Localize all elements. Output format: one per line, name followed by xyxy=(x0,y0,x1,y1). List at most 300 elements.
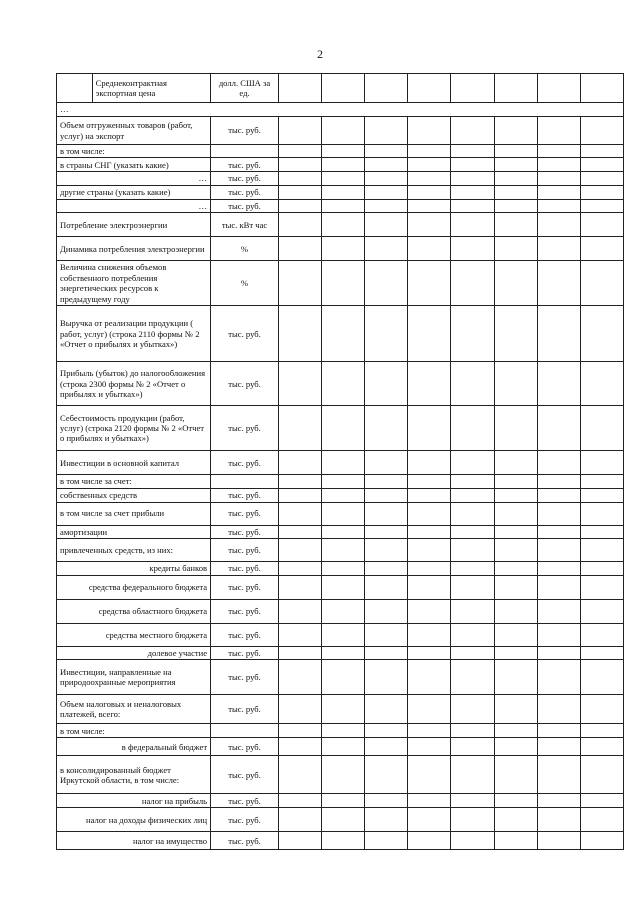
value-cell[interactable] xyxy=(537,117,580,145)
value-cell[interactable] xyxy=(580,261,623,306)
value-cell[interactable] xyxy=(451,576,494,600)
value-cell[interactable] xyxy=(494,738,537,756)
value-cell[interactable] xyxy=(278,362,321,406)
value-cell[interactable] xyxy=(365,74,408,103)
table-row xyxy=(57,660,624,695)
value-cell[interactable] xyxy=(494,832,537,850)
value-cell[interactable] xyxy=(408,600,451,624)
value-cell[interactable] xyxy=(408,185,451,199)
value-cell[interactable] xyxy=(408,362,451,406)
value-cell[interactable] xyxy=(451,213,494,237)
value-cell[interactable] xyxy=(494,724,537,738)
indicator-name: привлеченных средств, из них: xyxy=(57,539,211,562)
value-cell[interactable] xyxy=(494,562,537,576)
value-cell[interactable] xyxy=(408,158,451,172)
value-cell[interactable] xyxy=(322,74,365,103)
value-cell[interactable] xyxy=(408,237,451,261)
indicator-name: Инвестиции в основной капитал xyxy=(57,451,211,475)
value-cell[interactable] xyxy=(494,488,537,502)
table-row xyxy=(57,600,624,624)
value-cell[interactable] xyxy=(322,808,365,832)
value-cell[interactable] xyxy=(322,600,365,624)
value-cell[interactable] xyxy=(365,647,408,660)
value-cell[interactable] xyxy=(537,525,580,538)
value-cell[interactable] xyxy=(322,199,365,212)
value-cell[interactable] xyxy=(322,306,365,362)
value-cell[interactable] xyxy=(537,172,580,185)
value-cell[interactable] xyxy=(451,832,494,850)
value-cell[interactable] xyxy=(408,261,451,306)
value-cell[interactable] xyxy=(537,576,580,600)
value-cell[interactable] xyxy=(278,172,321,185)
value-cell[interactable] xyxy=(580,624,623,647)
value-cell[interactable] xyxy=(278,237,321,261)
value-cell[interactable] xyxy=(408,562,451,576)
value-cell[interactable] xyxy=(322,502,365,525)
value-cell[interactable] xyxy=(537,832,580,850)
value-cell[interactable] xyxy=(408,199,451,212)
value-cell[interactable] xyxy=(580,237,623,261)
value-cell[interactable] xyxy=(278,756,321,794)
value-cell[interactable] xyxy=(451,808,494,832)
value-cell[interactable] xyxy=(278,74,321,103)
value-cell[interactable] xyxy=(408,145,451,158)
value-cell[interactable] xyxy=(494,647,537,660)
value-cell[interactable] xyxy=(537,660,580,695)
unit-cell: тыс. руб. xyxy=(211,695,279,724)
value-cell[interactable] xyxy=(278,145,321,158)
value-cell[interactable] xyxy=(322,647,365,660)
value-cell[interactable] xyxy=(365,406,408,451)
value-cell[interactable] xyxy=(408,502,451,525)
value-cell[interactable] xyxy=(322,539,365,562)
value-cell[interactable] xyxy=(322,794,365,808)
value-cell[interactable] xyxy=(278,158,321,172)
table-row xyxy=(57,451,624,475)
indicator-name: Объем отгруженных товаров (работ, услуг) на экспорт xyxy=(57,117,211,145)
value-cell[interactable] xyxy=(365,502,408,525)
value-cell[interactable] xyxy=(322,624,365,647)
indicator-name: другие страны (указать какие) xyxy=(57,185,211,199)
value-cell[interactable] xyxy=(278,695,321,724)
value-cell[interactable] xyxy=(365,756,408,794)
value-cell[interactable] xyxy=(537,213,580,237)
value-cell[interactable] xyxy=(580,117,623,145)
value-cell[interactable] xyxy=(278,660,321,695)
value-cell[interactable] xyxy=(365,117,408,145)
value-cell[interactable] xyxy=(537,261,580,306)
value-cell[interactable] xyxy=(408,832,451,850)
value-cell[interactable] xyxy=(451,74,494,103)
value-cell[interactable] xyxy=(278,724,321,738)
value-cell[interactable] xyxy=(537,647,580,660)
value-cell[interactable] xyxy=(451,172,494,185)
value-cell[interactable] xyxy=(580,525,623,538)
value-cell[interactable] xyxy=(322,488,365,502)
value-cell[interactable] xyxy=(408,756,451,794)
value-cell[interactable] xyxy=(365,695,408,724)
value-cell[interactable] xyxy=(322,145,365,158)
value-cell[interactable] xyxy=(537,738,580,756)
value-cell[interactable] xyxy=(408,695,451,724)
value-cell[interactable] xyxy=(451,117,494,145)
value-cell[interactable] xyxy=(365,185,408,199)
value-cell[interactable] xyxy=(494,660,537,695)
unit-cell: тыс. руб. xyxy=(211,738,279,756)
value-cell[interactable] xyxy=(451,475,494,488)
value-cell[interactable] xyxy=(365,738,408,756)
value-cell[interactable] xyxy=(278,539,321,562)
indicator-name: … xyxy=(57,199,211,212)
value-cell[interactable] xyxy=(537,406,580,451)
value-cell[interactable] xyxy=(278,794,321,808)
value-cell[interactable] xyxy=(451,794,494,808)
value-cell[interactable] xyxy=(494,794,537,808)
value-cell[interactable] xyxy=(278,306,321,362)
value-cell[interactable] xyxy=(408,475,451,488)
value-cell[interactable] xyxy=(322,117,365,145)
value-cell[interactable] xyxy=(365,172,408,185)
indicator-name: долевое участие xyxy=(57,647,211,660)
value-cell[interactable] xyxy=(494,117,537,145)
value-cell[interactable] xyxy=(451,600,494,624)
value-cell[interactable] xyxy=(322,756,365,794)
value-cell[interactable] xyxy=(494,306,537,362)
value-cell[interactable] xyxy=(408,576,451,600)
indicator-table xyxy=(56,73,624,850)
unit-cell: тыс. руб. xyxy=(211,756,279,794)
value-cell[interactable] xyxy=(408,794,451,808)
value-cell[interactable] xyxy=(322,451,365,475)
value-cell[interactable] xyxy=(408,117,451,145)
indicator-name: Потребление электроэнергии xyxy=(57,213,211,237)
indicator-name: в том числе за счет: xyxy=(57,475,211,488)
value-cell[interactable] xyxy=(580,576,623,600)
unit-cell: тыс. руб. xyxy=(211,647,279,660)
value-cell[interactable] xyxy=(322,172,365,185)
unit-cell: тыс. руб. xyxy=(211,158,279,172)
value-cell[interactable] xyxy=(322,158,365,172)
value-cell[interactable] xyxy=(451,261,494,306)
value-cell[interactable] xyxy=(537,488,580,502)
value-cell[interactable] xyxy=(365,451,408,475)
unit-cell xyxy=(211,475,279,488)
value-cell[interactable] xyxy=(278,199,321,212)
value-cell[interactable] xyxy=(537,539,580,562)
value-cell[interactable] xyxy=(580,738,623,756)
value-cell[interactable] xyxy=(365,539,408,562)
table-row xyxy=(57,117,624,145)
value-cell[interactable] xyxy=(494,756,537,794)
value-cell[interactable] xyxy=(365,306,408,362)
value-cell[interactable] xyxy=(451,199,494,212)
value-cell[interactable] xyxy=(408,213,451,237)
unit-cell: тыс. руб. xyxy=(211,172,279,185)
value-cell[interactable] xyxy=(580,539,623,562)
value-cell[interactable] xyxy=(278,185,321,199)
value-cell[interactable] xyxy=(494,185,537,199)
table-row xyxy=(57,539,624,562)
value-cell[interactable] xyxy=(580,406,623,451)
value-cell[interactable] xyxy=(494,576,537,600)
table-row xyxy=(57,488,624,502)
value-cell[interactable] xyxy=(408,74,451,103)
table-row xyxy=(57,213,624,237)
value-cell[interactable] xyxy=(408,539,451,562)
value-cell[interactable] xyxy=(408,724,451,738)
value-cell[interactable] xyxy=(451,525,494,538)
value-cell[interactable] xyxy=(451,488,494,502)
value-cell[interactable] xyxy=(278,117,321,145)
table-row xyxy=(57,475,624,488)
value-cell[interactable] xyxy=(278,488,321,502)
value-cell[interactable] xyxy=(494,362,537,406)
value-cell[interactable] xyxy=(451,451,494,475)
value-cell[interactable] xyxy=(580,660,623,695)
value-cell[interactable] xyxy=(365,808,408,832)
value-cell[interactable] xyxy=(365,145,408,158)
value-cell[interactable] xyxy=(408,306,451,362)
value-cell[interactable] xyxy=(580,695,623,724)
value-cell[interactable] xyxy=(408,808,451,832)
indicator-name: кредиты банков xyxy=(57,562,211,576)
value-cell[interactable] xyxy=(537,756,580,794)
value-cell[interactable] xyxy=(494,158,537,172)
value-cell[interactable] xyxy=(494,406,537,451)
value-cell[interactable] xyxy=(365,199,408,212)
value-cell[interactable] xyxy=(451,660,494,695)
value-cell[interactable] xyxy=(408,525,451,538)
value-cell[interactable] xyxy=(580,832,623,850)
value-cell[interactable] xyxy=(494,261,537,306)
value-cell[interactable] xyxy=(537,502,580,525)
value-cell[interactable] xyxy=(537,724,580,738)
table-row xyxy=(57,185,624,199)
value-cell[interactable] xyxy=(537,362,580,406)
value-cell[interactable] xyxy=(365,576,408,600)
value-cell[interactable] xyxy=(451,406,494,451)
value-cell[interactable] xyxy=(365,600,408,624)
value-cell[interactable] xyxy=(451,158,494,172)
value-cell[interactable] xyxy=(408,624,451,647)
value-cell[interactable] xyxy=(278,647,321,660)
value-cell[interactable] xyxy=(365,158,408,172)
value-cell[interactable] xyxy=(537,475,580,488)
value-cell[interactable] xyxy=(494,237,537,261)
value-cell[interactable] xyxy=(451,502,494,525)
value-cell[interactable] xyxy=(322,213,365,237)
value-cell[interactable] xyxy=(278,502,321,525)
value-cell[interactable] xyxy=(322,261,365,306)
value-cell[interactable] xyxy=(322,738,365,756)
unit-cell: долл. США за ед. xyxy=(211,74,279,103)
value-cell[interactable] xyxy=(322,562,365,576)
value-cell[interactable] xyxy=(537,808,580,832)
value-cell[interactable] xyxy=(580,199,623,212)
value-cell[interactable] xyxy=(537,199,580,212)
value-cell[interactable] xyxy=(278,624,321,647)
value-cell[interactable] xyxy=(408,172,451,185)
value-cell[interactable] xyxy=(537,74,580,103)
value-cell[interactable] xyxy=(278,738,321,756)
table-row xyxy=(57,145,624,158)
value-cell[interactable] xyxy=(278,261,321,306)
value-cell[interactable] xyxy=(451,539,494,562)
value-cell[interactable] xyxy=(278,213,321,237)
value-cell[interactable] xyxy=(408,660,451,695)
unit-cell: тыс. руб. xyxy=(211,624,279,647)
value-cell[interactable] xyxy=(278,562,321,576)
value-cell[interactable] xyxy=(451,738,494,756)
value-cell[interactable] xyxy=(451,695,494,724)
value-cell[interactable] xyxy=(365,660,408,695)
value-cell[interactable] xyxy=(537,562,580,576)
value-cell[interactable] xyxy=(580,172,623,185)
value-cell[interactable] xyxy=(451,724,494,738)
value-cell[interactable] xyxy=(451,756,494,794)
value-cell[interactable] xyxy=(494,213,537,237)
value-cell[interactable] xyxy=(451,624,494,647)
value-cell[interactable] xyxy=(494,502,537,525)
value-cell[interactable] xyxy=(580,145,623,158)
value-cell[interactable] xyxy=(494,808,537,832)
value-cell[interactable] xyxy=(580,600,623,624)
value-cell[interactable] xyxy=(322,724,365,738)
table-row xyxy=(57,406,624,451)
value-cell[interactable] xyxy=(580,502,623,525)
value-cell[interactable] xyxy=(278,451,321,475)
value-cell[interactable] xyxy=(451,237,494,261)
indicator-name: налог на имущество xyxy=(57,832,211,850)
value-cell[interactable] xyxy=(537,695,580,724)
value-cell[interactable] xyxy=(537,600,580,624)
value-cell[interactable] xyxy=(580,74,623,103)
value-cell[interactable] xyxy=(494,451,537,475)
value-cell[interactable] xyxy=(278,576,321,600)
value-cell[interactable] xyxy=(365,488,408,502)
value-cell[interactable] xyxy=(278,832,321,850)
value-cell[interactable] xyxy=(365,724,408,738)
value-cell[interactable] xyxy=(580,362,623,406)
indicator-name: Объем налоговых и неналоговых платежей, всего: xyxy=(57,695,211,724)
value-cell[interactable] xyxy=(580,451,623,475)
value-cell[interactable] xyxy=(537,794,580,808)
value-cell[interactable] xyxy=(580,306,623,362)
value-cell[interactable] xyxy=(494,525,537,538)
value-cell[interactable] xyxy=(580,158,623,172)
value-cell[interactable] xyxy=(322,362,365,406)
value-cell[interactable] xyxy=(365,562,408,576)
value-cell[interactable] xyxy=(494,475,537,488)
value-cell[interactable] xyxy=(322,525,365,538)
value-cell[interactable] xyxy=(365,525,408,538)
value-cell[interactable] xyxy=(451,306,494,362)
value-cell[interactable] xyxy=(580,808,623,832)
value-cell[interactable] xyxy=(580,213,623,237)
value-cell[interactable] xyxy=(322,695,365,724)
value-cell[interactable] xyxy=(537,306,580,362)
value-cell[interactable] xyxy=(494,695,537,724)
value-cell[interactable] xyxy=(494,539,537,562)
value-cell[interactable] xyxy=(580,488,623,502)
table-row xyxy=(57,261,624,306)
value-cell[interactable] xyxy=(322,576,365,600)
value-cell[interactable] xyxy=(278,475,321,488)
table-row xyxy=(57,808,624,832)
value-cell[interactable] xyxy=(580,647,623,660)
indicator-name: в том числе: xyxy=(57,724,211,738)
value-cell[interactable] xyxy=(537,624,580,647)
value-cell[interactable] xyxy=(322,660,365,695)
value-cell[interactable] xyxy=(322,185,365,199)
value-cell[interactable] xyxy=(494,172,537,185)
unit-cell: тыс. руб. xyxy=(211,199,279,212)
value-cell[interactable] xyxy=(322,475,365,488)
value-cell[interactable] xyxy=(408,738,451,756)
value-cell[interactable] xyxy=(451,362,494,406)
value-cell[interactable] xyxy=(494,74,537,103)
value-cell[interactable] xyxy=(537,185,580,199)
indicator-name: в том числе за счет прибыли xyxy=(57,502,211,525)
value-cell[interactable] xyxy=(494,600,537,624)
value-cell[interactable] xyxy=(408,647,451,660)
value-cell[interactable] xyxy=(537,451,580,475)
value-cell[interactable] xyxy=(365,237,408,261)
value-cell[interactable] xyxy=(408,488,451,502)
table-row xyxy=(57,502,624,525)
value-cell[interactable] xyxy=(365,261,408,306)
value-cell[interactable] xyxy=(580,562,623,576)
table-row xyxy=(57,103,624,117)
value-cell[interactable] xyxy=(365,624,408,647)
value-cell[interactable] xyxy=(451,145,494,158)
unit-cell: тыс. руб. xyxy=(211,406,279,451)
value-cell[interactable] xyxy=(365,475,408,488)
value-cell[interactable] xyxy=(365,362,408,406)
value-cell[interactable] xyxy=(451,647,494,660)
value-cell[interactable] xyxy=(322,832,365,850)
unit-cell: тыс. руб. xyxy=(211,539,279,562)
value-cell[interactable] xyxy=(408,406,451,451)
value-cell[interactable] xyxy=(580,756,623,794)
value-cell[interactable] xyxy=(365,832,408,850)
indicator-name: в консолидированный бюджет Иркутской области, в том числе: xyxy=(57,756,211,794)
value-cell[interactable] xyxy=(278,406,321,451)
value-cell[interactable] xyxy=(494,145,537,158)
value-cell[interactable] xyxy=(278,600,321,624)
unit-cell xyxy=(211,724,279,738)
value-cell[interactable] xyxy=(494,624,537,647)
value-cell[interactable] xyxy=(537,237,580,261)
value-cell[interactable] xyxy=(322,406,365,451)
value-cell[interactable] xyxy=(365,213,408,237)
value-cell[interactable] xyxy=(537,158,580,172)
value-cell[interactable] xyxy=(278,808,321,832)
value-cell[interactable] xyxy=(451,185,494,199)
value-cell[interactable] xyxy=(580,724,623,738)
value-cell[interactable] xyxy=(494,199,537,212)
value-cell[interactable] xyxy=(322,237,365,261)
value-cell[interactable] xyxy=(365,794,408,808)
value-cell[interactable] xyxy=(580,794,623,808)
value-cell[interactable] xyxy=(278,525,321,538)
value-cell[interactable] xyxy=(580,475,623,488)
value-cell[interactable] xyxy=(580,185,623,199)
value-cell[interactable] xyxy=(408,451,451,475)
value-cell[interactable] xyxy=(451,562,494,576)
value-cell[interactable] xyxy=(537,145,580,158)
indicator-name: Инвестиции, направленные на природоохранные мероприятия xyxy=(57,660,211,695)
